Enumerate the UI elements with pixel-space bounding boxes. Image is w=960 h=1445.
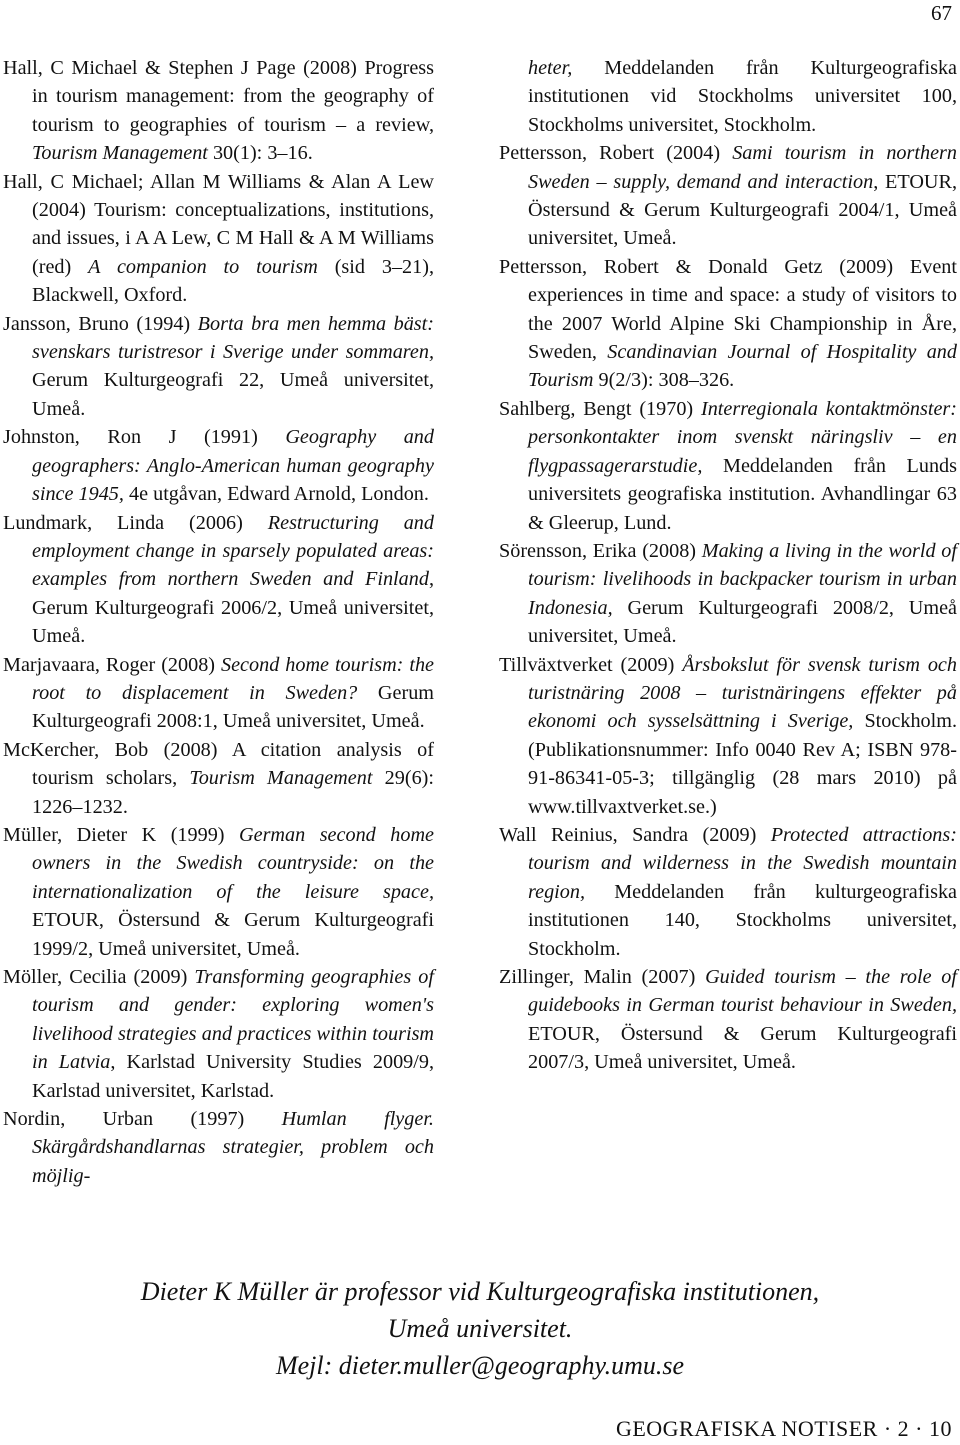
reference-text: 30(1): 3–16. bbox=[207, 142, 313, 165]
reference-entry bbox=[3, 651, 434, 736]
reference-text: Meddelanden från Kulturgeografiska institutionen vid Stockholms universitet 100, Stockholms universitet, Stockholm. bbox=[528, 57, 957, 136]
reference-text: Möller, Cecilia (2009) bbox=[3, 966, 195, 988]
reference-text: Stockholm. (Publikationsnummer: Info 0040 Rev A; ISBN 978-91-86341-05-3; tillgänglig (28 mars 2010) på www.tillvaxtverket.se.) bbox=[528, 710, 957, 818]
reference-text: Sahlberg, Bengt (1970) bbox=[499, 397, 701, 420]
reference-title: Humlan flyger. Skärgårdshandlarnas strategier, problem och möjlig- bbox=[32, 1108, 434, 1187]
reference-text: ETOUR, Östersund & Gerum Kulturgeografi 2007/3, Umeå universitet, Umeå. bbox=[528, 1022, 957, 1074]
reference-title: Making a living in the world of tourism: livelihoods in backpacker tourism in urban Indonesia, bbox=[528, 539, 957, 619]
reference-title: German second home owners in the Swedish countryside: on the internationalization of the leisure space, bbox=[32, 823, 434, 903]
page-number: 67 bbox=[931, 1, 952, 25]
reference-title: Guided tourism – the role of guidebooks in German tourist behaviour in Sweden, bbox=[528, 966, 957, 1017]
reference-title: heter, bbox=[528, 57, 573, 79]
author-note bbox=[0, 1273, 960, 1384]
reference-text: Sörensson, Erika (2008) bbox=[499, 539, 702, 562]
reference-text: Pettersson, Robert & Donald Getz (2009) Event experiences in time and space: a study of visitors to the 2007 World Alpine Ski Championship in Åre, Sweden, bbox=[499, 255, 957, 364]
reference-text: Gerum Kulturgeografi 22, Umeå universitet, Umeå. bbox=[32, 369, 434, 420]
reference-text: , ETOUR, Östersund & Gerum Kulturgeografi 2004/1, Umeå universitet, Umeå. bbox=[528, 170, 958, 250]
journal-running-footer: GEOGRAFISKA NOTISER · 2 · 10 bbox=[615, 1416, 952, 1441]
reference-entry bbox=[499, 395, 957, 537]
reference-text: 4e utgåvan, Edward Arnold, London. bbox=[123, 483, 429, 506]
reference-text: 29(6): 1226–1232. bbox=[32, 767, 434, 818]
reference-text: Jansson, Bruno (1994) bbox=[3, 312, 198, 335]
reference-text: Gerum Kulturgeografi 2008:1, Umeå universitet, Umeå. bbox=[32, 681, 434, 733]
reference-text: Marjavaara, Roger (2008) bbox=[3, 653, 221, 676]
reference-text: Gerum Kulturgeografi 2008/2, Umeå universitet, Umeå. bbox=[528, 596, 957, 648]
reference-title: Second home tourism: the root to displacement in Sweden? bbox=[32, 653, 434, 704]
reference-entry bbox=[3, 168, 434, 310]
reference-entry bbox=[499, 651, 957, 821]
reference-text: McKercher, Bob (2008) A citation analysis of tourism scholars, bbox=[3, 738, 434, 790]
reference-entry bbox=[499, 963, 957, 1077]
reference-title: Protected attractions: tourism and wilderness in the Swedish mountain region, bbox=[528, 823, 957, 903]
reference-entry bbox=[3, 310, 434, 424]
reference-entry bbox=[499, 821, 957, 963]
reference-text: , Karlstad University Studies 2009/9, Karlstad universitet, Karlstad. bbox=[32, 1051, 434, 1102]
reference-text: Zillinger, Malin (2007) bbox=[499, 966, 706, 988]
reference-text: , Gerum Kulturgeografi 2006/2, Umeå universitet, Umeå. bbox=[32, 568, 434, 648]
reference-title: Scandinavian Journal of Hospitality and Tourism bbox=[528, 341, 957, 392]
reference-text: Pettersson, Robert (2004) bbox=[499, 142, 733, 165]
reference-entry bbox=[3, 736, 434, 821]
reference-title: Sami tourism in northern Sweden – supply, demand and interaction bbox=[528, 142, 957, 193]
reference-title: Tourism Management bbox=[32, 142, 208, 165]
reference-text: Müller, Dieter K (1999) bbox=[3, 823, 240, 846]
references-right-column bbox=[499, 54, 957, 1077]
reference-title: Geography and geographers: Anglo-American human geography since 1945, bbox=[32, 426, 434, 506]
reference-text: (sid 3–21), Blackwell, Oxford. bbox=[32, 255, 434, 307]
reference-title: Årsbokslut för svensk turism och turistnäring 2008 – turistnäringens effekter på ekonomi och sysselsättning i Sverige, bbox=[528, 653, 957, 733]
reference-entry bbox=[3, 1105, 434, 1190]
reference-entry bbox=[499, 139, 957, 253]
author-note-line-1: Dieter K Müller är professor vid Kulturgeografiska institutionen, bbox=[140, 1277, 820, 1306]
reference-text: Meddelanden från Lunds universitets geografiska institution. Avhandlingar 63 & Gleerup, Lund. bbox=[528, 454, 957, 534]
reference-entry bbox=[3, 54, 434, 168]
reference-entry bbox=[3, 423, 434, 508]
reference-text: Wall Reinius, Sandra (2009) bbox=[499, 823, 771, 846]
reference-title: Tourism Management bbox=[189, 767, 373, 790]
author-note-line-2: Umeå universitet. bbox=[387, 1314, 573, 1343]
reference-title: Borta bra men hemma bäst: svenskars turistresor i Sverige under sommaren, bbox=[32, 312, 434, 364]
reference-title: Restructuring and employment change in sparsely populated areas: examples from northern Sweden and Finland bbox=[32, 511, 434, 591]
reference-title: A companion to tourism bbox=[88, 255, 318, 278]
reference-text: 9(2/3): 308–326. bbox=[593, 369, 735, 392]
reference-text: Meddelanden från kulturgeografiska institutionen 140, Stockholms universitet, Stockholm. bbox=[528, 880, 957, 960]
reference-text: Tillväxtverket (2009) bbox=[499, 653, 683, 676]
reference-text: Johnston, Ron J (1991) bbox=[3, 426, 286, 449]
reference-text: Nordin, Urban (1997) bbox=[3, 1108, 282, 1131]
reference-entry bbox=[3, 963, 434, 1105]
reference-text: Hall, C Michael & Stephen J Page (2008) Progress in tourism management: from the geography of tourism to geographies of tourism – a review, bbox=[3, 57, 434, 136]
reference-title: Transforming geographies of tourism and gender: exploring women's livelihood strategies and practices within tourism in Latvia bbox=[32, 966, 434, 1074]
reference-text: ETOUR, Östersund & Gerum Kulturgeografi 1999/2, Umeå universitet, Umeå. bbox=[32, 909, 434, 960]
reference-entry bbox=[499, 537, 957, 651]
reference-entry bbox=[3, 509, 434, 651]
references-left-column bbox=[3, 54, 434, 1190]
reference-entry bbox=[499, 54, 957, 139]
reference-text: Hall, C Michael; Allan M Williams & Alan A Lew (2004) Tourism: conceptualizations, institutions, and issues, i A A Lew, C M Hall & A M Williams (red) bbox=[3, 170, 434, 278]
author-email-line: Mejl: dieter.muller@geography.umu.se bbox=[275, 1351, 685, 1380]
reference-entry bbox=[499, 253, 957, 395]
reference-text: Lundmark, Linda (2006) bbox=[3, 511, 268, 534]
reference-title: Interregionala kontaktmönster: personkontakter inom svenskt näringsliv – en flygpassagerarstudie, bbox=[528, 397, 957, 477]
reference-entry bbox=[3, 821, 434, 963]
